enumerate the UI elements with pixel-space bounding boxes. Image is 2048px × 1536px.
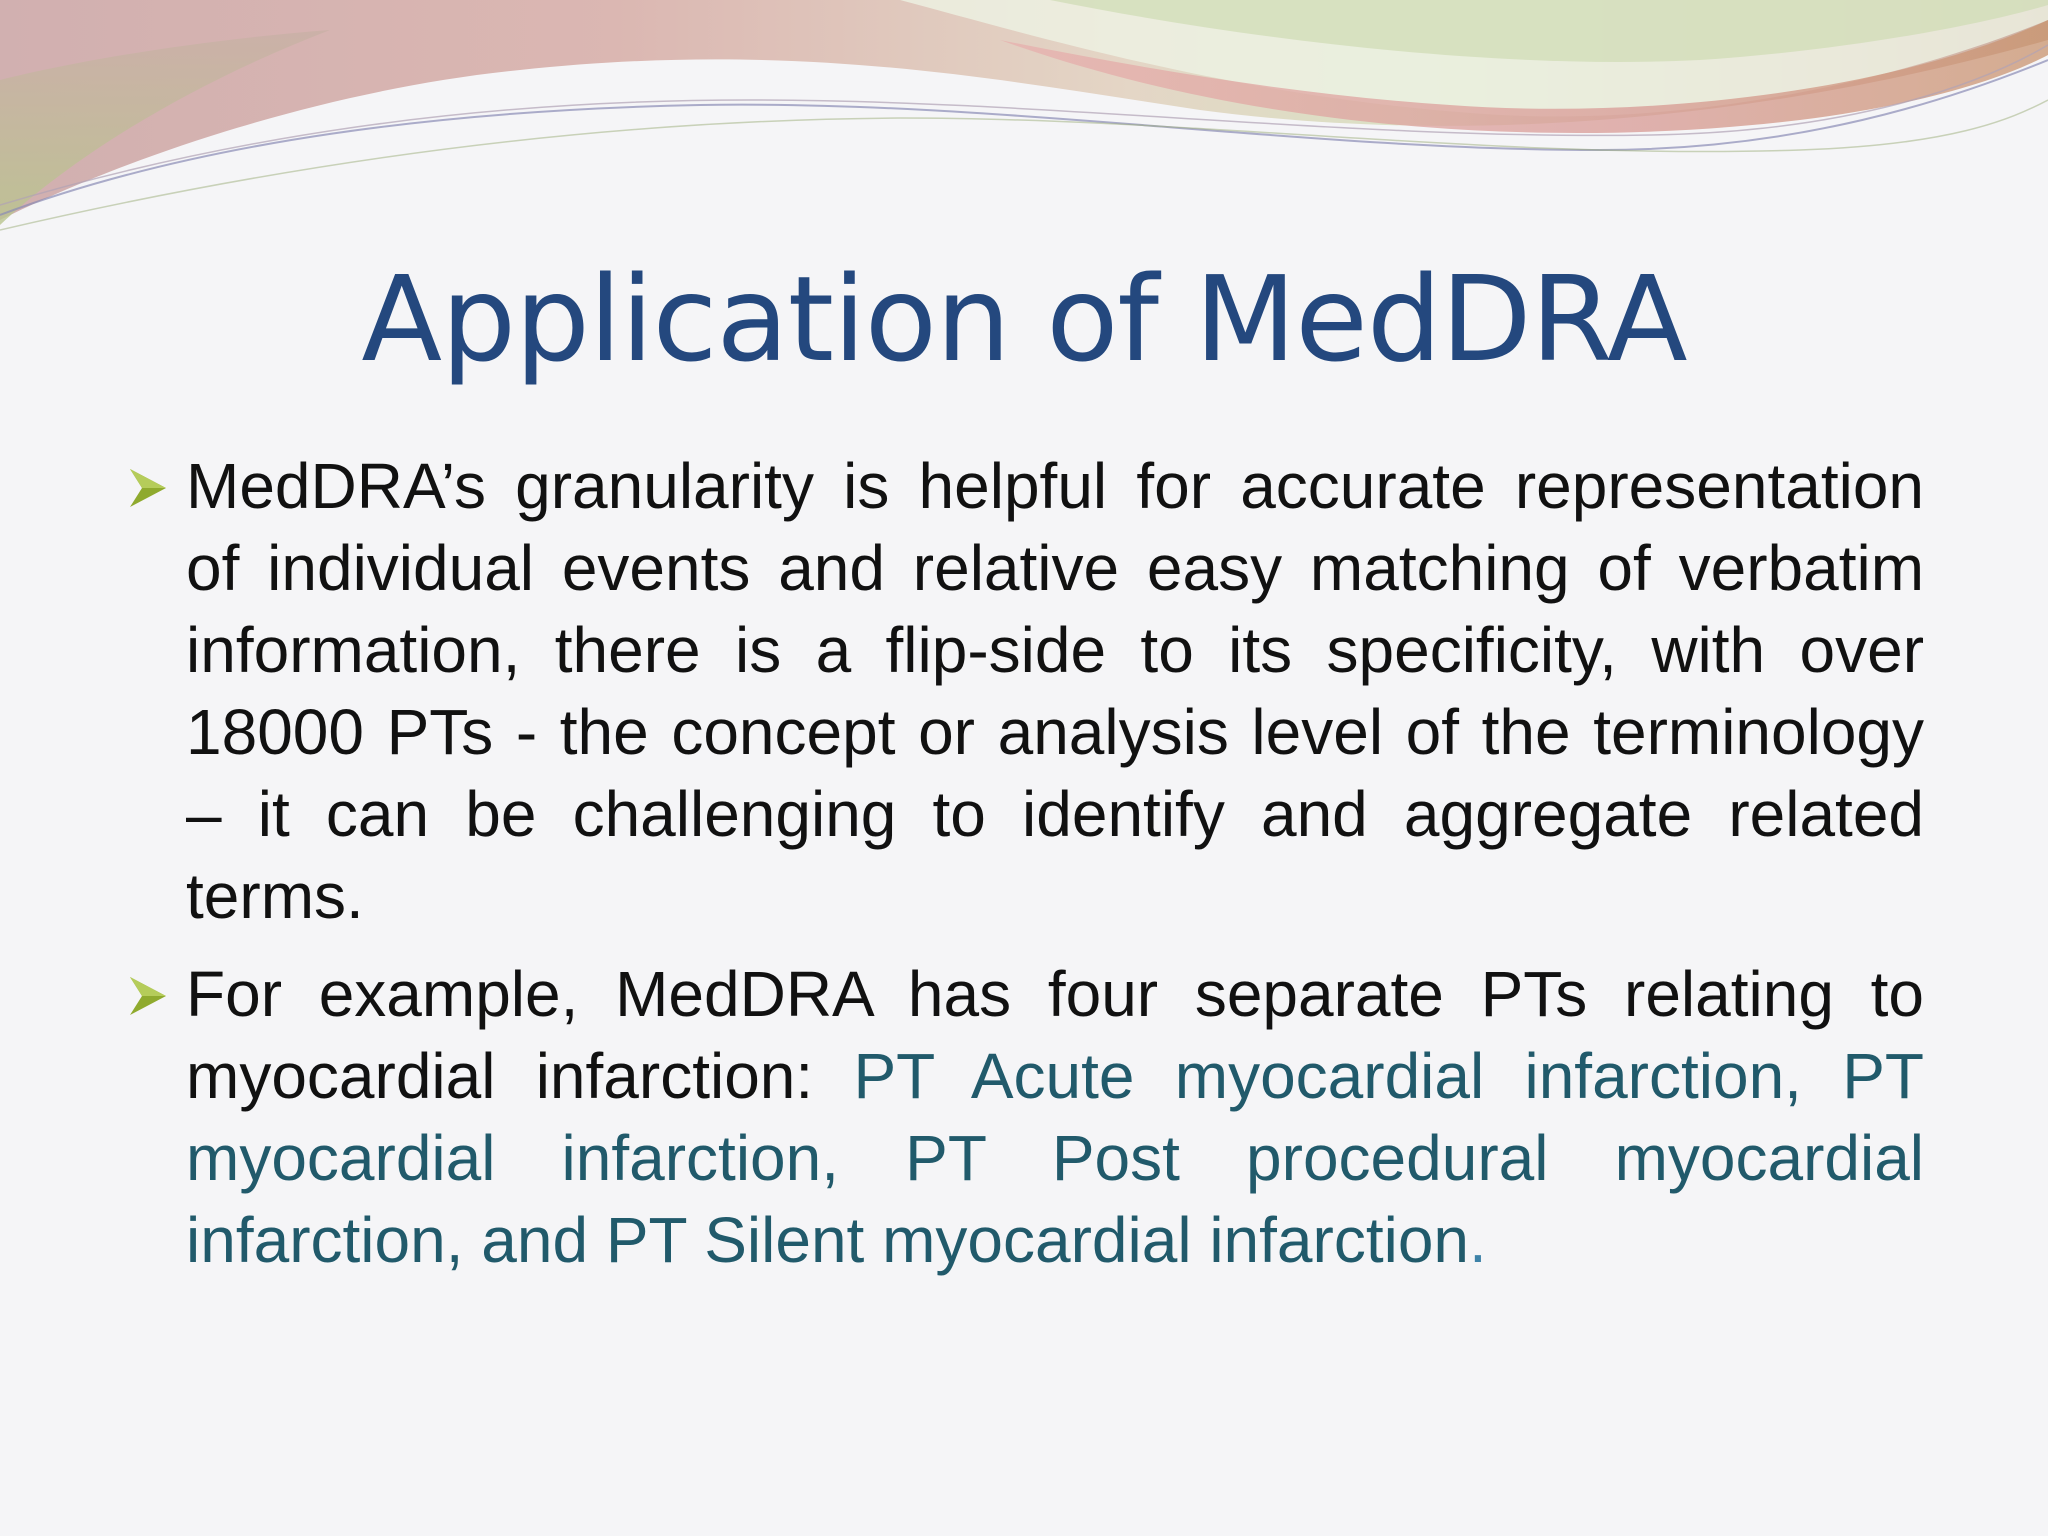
arrow-bullet-icon	[128, 467, 168, 509]
bullet-item-1	[128, 445, 1924, 937]
bullet-end-punctuation: .	[1469, 1204, 1487, 1276]
bullet-item-2	[128, 953, 1924, 1281]
bullet-text: For example, MedDRA has four separate PTs relating to myocardial infarction:	[186, 958, 1924, 1112]
highlighted-terms: PT Acute myocardial infarction, PT myocardial infarction, PT Post procedural myocardial infarction, and PT Silent myocardial infarction	[186, 1040, 1925, 1276]
arrow-bullet-icon	[128, 975, 168, 1017]
decorative-wave-header	[0, 0, 2048, 260]
bullet-text: MedDRA’s granularity is helpful for accurate representation of individual events and relative easy matching of verbatim information, there is a flip-side to its specificity, with over 18000 PTs - the concept or analysis level of the terminology – it can be challenging to identify and aggregate related terms.	[186, 450, 1924, 932]
bullet-list	[128, 445, 1924, 1297]
slide-title: Application of MedDRA	[361, 250, 1687, 388]
